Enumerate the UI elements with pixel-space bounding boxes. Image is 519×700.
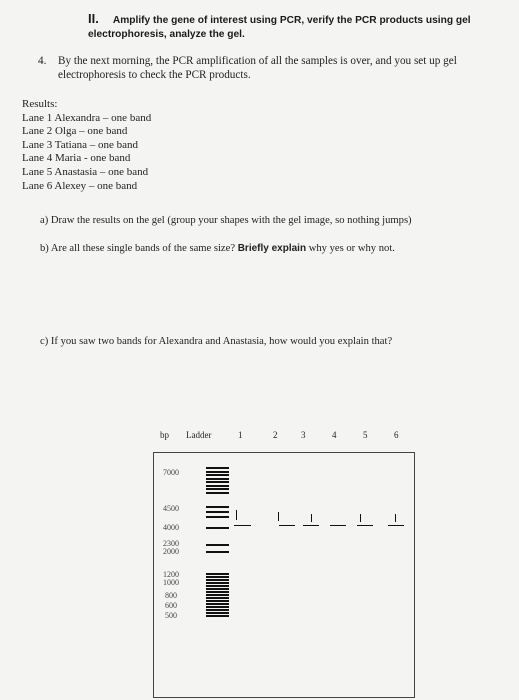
question-4-number: 4.	[38, 55, 47, 67]
lane-4-band	[330, 525, 346, 526]
ladder-size-4000: 4000	[163, 523, 179, 532]
bp-label: bp	[160, 430, 169, 440]
lane-3-mark	[311, 514, 312, 522]
lane-5-mark	[360, 514, 361, 522]
ladder-band	[206, 609, 229, 611]
ladder-size-2000: 2000	[163, 547, 179, 556]
ladder-size-4500: 4500	[163, 504, 179, 513]
result-lane-1: Lane 1 Alexandra – one band	[22, 111, 152, 124]
lane-5-band	[357, 525, 373, 526]
question-4-text: By the next morning, the PCR amplification of all the samples is over, and you set up gel electrophoresis to check the PCR products.	[58, 55, 457, 81]
ladder-band	[206, 612, 229, 614]
gel-lane-header	[160, 430, 420, 444]
question-a: a) Draw the results on the gel (group your shapes with the gel image, so nothing jumps)	[40, 215, 412, 226]
ladder-band	[206, 492, 229, 494]
ladder-band	[206, 591, 229, 593]
lane-6-mark	[395, 514, 396, 522]
result-lane-6: Lane 6 Alexey – one band	[22, 179, 138, 192]
section-title: Amplify the gene of interest using PCR, verify the PCR products using gel electrophoresis, analyze the gel.	[88, 15, 471, 40]
ladder-band	[206, 603, 229, 605]
ladder-band	[206, 481, 229, 483]
ladder-band	[206, 600, 229, 602]
ladder-band	[206, 544, 229, 546]
result-lane-3: Lane 3 Tatiana – one band	[22, 138, 139, 151]
ladder-size-2300: 2300	[163, 539, 179, 548]
ladder-band	[206, 551, 229, 553]
ladder-band	[206, 576, 229, 578]
lane-2-band	[279, 525, 295, 526]
question-b-bold: Briefly explain	[237, 243, 307, 254]
ladder-band	[206, 585, 229, 587]
lane-3-band	[303, 525, 319, 526]
question-b-suffix: why yes or why not.	[308, 243, 395, 254]
ladder-band	[206, 478, 229, 480]
ladder-band	[206, 516, 229, 518]
lane-number-2: 2	[273, 430, 278, 440]
ladder-band	[206, 471, 229, 473]
ladder-band	[206, 527, 229, 529]
question-c: c) If you saw two bands for Alexandra and Anastasia, how would you explain that?	[40, 336, 393, 347]
question-b	[40, 243, 395, 254]
ladder-band	[206, 485, 229, 487]
ladder-band	[206, 488, 229, 490]
results-title: Results:	[22, 98, 58, 110]
ladder-label: Ladder	[186, 430, 212, 440]
ladder-band	[206, 579, 229, 581]
ladder-band	[206, 506, 229, 508]
result-lane-2: Lane 2 Olga – one band	[22, 125, 128, 138]
gel-image[interactable]	[153, 452, 415, 698]
lane-number-3: 3	[301, 430, 306, 440]
ladder-size-600: 600	[165, 601, 177, 610]
ladder-band	[206, 594, 229, 596]
lane-2-mark	[278, 512, 279, 521]
result-lane-5: Lane 5 Anastasia – one band	[22, 165, 149, 178]
ladder-size-500: 500	[165, 611, 177, 620]
ladder-band	[206, 606, 229, 608]
section-number: II.	[88, 11, 99, 26]
ladder-size-800: 800	[165, 591, 177, 600]
lane-number-6: 6	[394, 430, 399, 440]
ladder-band	[206, 615, 229, 617]
ladder-band	[206, 588, 229, 590]
lane-1-mark	[236, 510, 237, 520]
section-heading	[88, 12, 503, 42]
lane-number-5: 5	[363, 430, 368, 440]
ladder-size-7000: 7000	[163, 468, 179, 477]
lane-6-band	[388, 525, 404, 526]
question-4	[38, 54, 488, 82]
ladder-band	[206, 573, 229, 575]
results-block	[22, 98, 151, 193]
ladder-size-1000: 1000	[163, 578, 179, 587]
lane-number-4: 4	[332, 430, 337, 440]
ladder-band	[206, 582, 229, 584]
ladder-band	[206, 474, 229, 476]
result-lane-4: Lane 4 Maria - one band	[22, 152, 131, 165]
ladder-size-1200: 1200	[163, 570, 179, 579]
ladder-band	[206, 597, 229, 599]
lane-number-1: 1	[238, 430, 243, 440]
lane-1-band	[234, 525, 251, 526]
ladder-band	[206, 511, 229, 513]
ladder-band	[206, 467, 229, 469]
question-b-prefix: b) Are all these single bands of the same size?	[40, 243, 236, 254]
